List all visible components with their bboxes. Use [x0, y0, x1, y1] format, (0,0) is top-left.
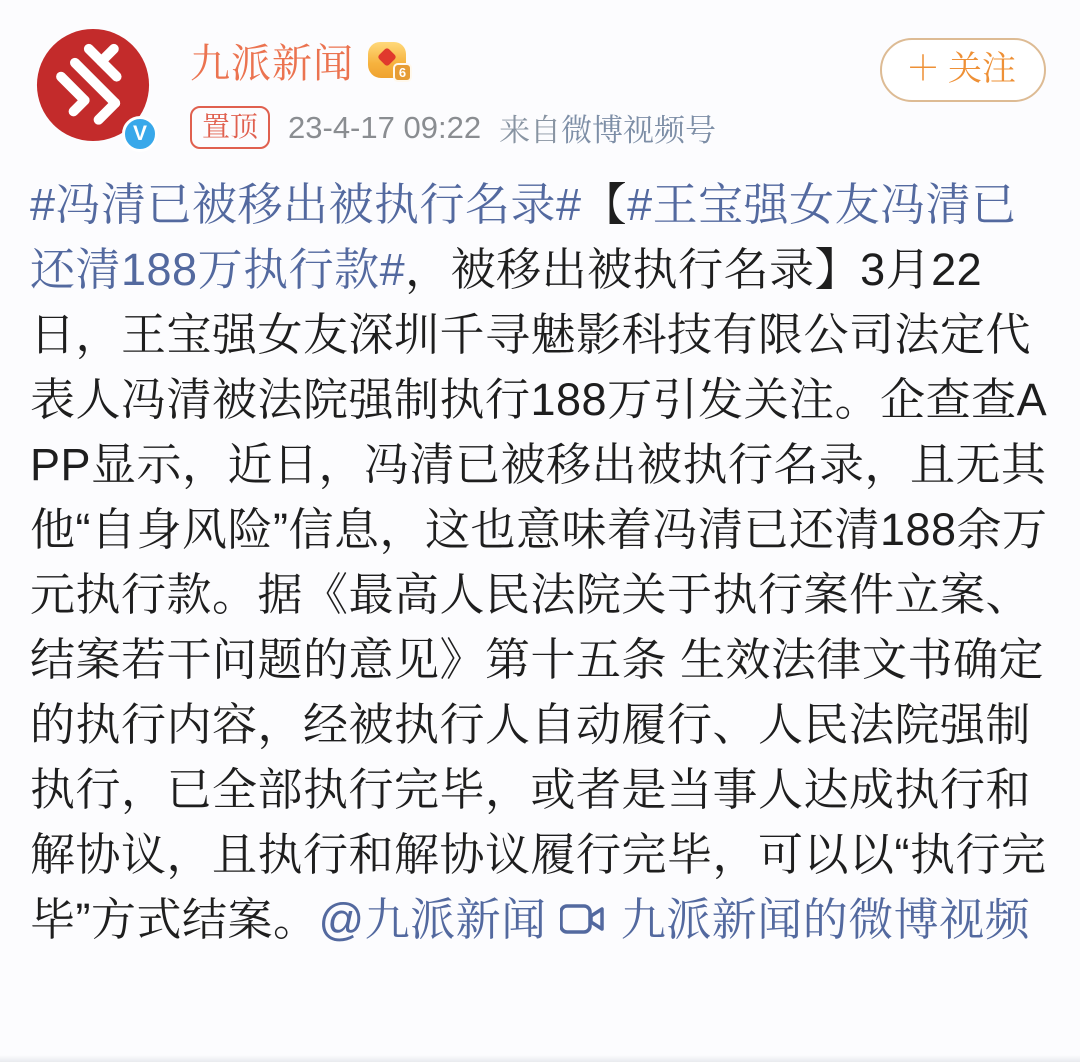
video-link[interactable]: 九派新闻的微博视频	[560, 894, 1031, 945]
mention-link[interactable]: @九派新闻	[318, 894, 547, 945]
pinned-badge: 置顶	[190, 106, 270, 149]
source-prefix: 来自	[499, 113, 562, 148]
timestamp: 23-4-17 09:22	[288, 109, 482, 145]
plus-icon: ＋	[906, 50, 940, 88]
video-thumbnail-edge	[0, 1055, 1080, 1062]
post-text-segment: 【	[581, 179, 628, 230]
video-camera-icon	[560, 901, 604, 937]
post-header	[0, 0, 1080, 150]
post-text	[0, 172, 1080, 952]
verified-icon: V	[122, 116, 158, 152]
follow-label: 关注	[948, 50, 1016, 88]
avatar[interactable]	[34, 26, 152, 144]
hashtag-link[interactable]: #王宝强女友冯清已还清188万执行款#	[30, 179, 1017, 295]
post-source-link[interactable]	[499, 105, 716, 150]
name-row	[190, 32, 860, 89]
vip-level-badge: 6	[393, 63, 412, 82]
header-info	[190, 26, 860, 150]
username[interactable]: 九派新闻	[190, 42, 354, 86]
source-name[interactable]: 微博视频号	[561, 113, 717, 148]
hashtag-link[interactable]: #冯清已被移出被执行名录#	[30, 179, 582, 230]
post-text-segment	[547, 894, 560, 945]
follow-button[interactable]	[880, 38, 1046, 102]
meta-row	[190, 105, 860, 150]
post-text-segment: ，被移出被执行名录】3月22日，王宝强女友深圳千寻魅影科技有限公司法定代表人冯清被法院强制执行188万引发关注。企查查APP显示，近日，冯清已被移出被执行名录，且无其他“自身风险”信息，这也意味着冯清已还清188余万元执行款。据《最高人民法院关于执行案件立案、结案若干问题的意见》第十五条 生效法律文书确定的执行内容，经被执行人自动履行、人民法院强制执行，已全部执行完毕，或者是当事人达成执行和解协议，且执行和解协议履行完毕，可以以“执行完毕”方式结案。	[30, 244, 1048, 945]
vip-crown-icon	[368, 40, 412, 82]
